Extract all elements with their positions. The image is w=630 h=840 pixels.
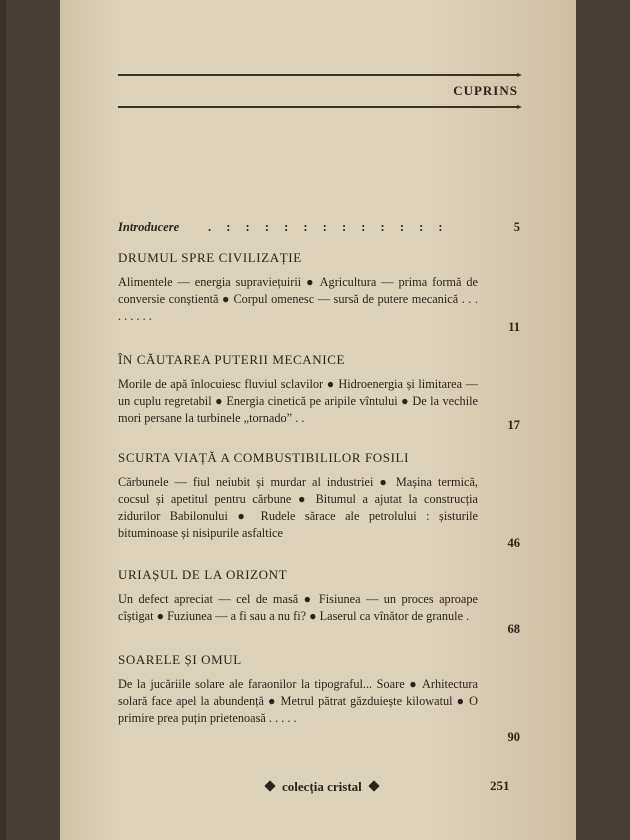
section-title: ÎN CĂUTAREA PUTERII MECANICE xyxy=(118,352,346,367)
section-page-number: 68 xyxy=(507,622,520,636)
intro-label: Introducere xyxy=(118,220,180,234)
section-summary: Morile de apă înlocuiesc fluviul sclavilor ● Hidroenergia și limitarea — un cuplu regretabil ● Energia cinetică pe aripile vîntului ● De la vechile mori persane la turbinele „tornado” . . xyxy=(118,377,478,425)
toc-entry-introducere xyxy=(118,220,520,235)
section-title: SCURTA VIAȚĂ A COMBUSTIBILILOR FOSILI xyxy=(118,450,409,465)
toc-section-2 xyxy=(118,352,520,432)
dot-leader: . : : : : : : : : : : : : xyxy=(208,220,449,234)
header-rule xyxy=(118,106,520,108)
toc-section-5 xyxy=(118,652,520,744)
book-page xyxy=(60,0,576,840)
section-summary: De la jucăriile solare ale faraonilor la tipograful... Soare ● Arhitectura solară face apel la abundență ● Metrul pătrat găzduiește kilowatul ● O primire prea puțin prietenoasă . . . . . xyxy=(118,677,478,725)
section-summary: Un defect apreciat — cel de masă ● Fisiunea — un proces aproape cîștigat ● Fuziunea — a fi sau a nu fi? ● Laserul ca vînător de granule . xyxy=(118,592,478,623)
toc-section-1 xyxy=(118,250,520,334)
top-rule xyxy=(118,74,520,76)
section-page-number: 46 xyxy=(507,536,520,550)
section-page-number: 90 xyxy=(507,730,520,744)
section-page-number: 11 xyxy=(508,320,520,334)
section-title: DRUMUL SPRE CIVILIZAȚIE xyxy=(118,250,302,265)
page-number: 251 xyxy=(490,778,510,793)
section-title: SOARELE ȘI OMUL xyxy=(118,652,242,667)
toc-section-4 xyxy=(118,567,520,636)
book-binding xyxy=(0,0,6,840)
section-page-number: 17 xyxy=(507,418,520,432)
section-title: URIAȘUL DE LA ORIZONT xyxy=(118,567,288,582)
series-footer xyxy=(258,779,386,795)
page-title: CUPRINS xyxy=(453,83,518,98)
diamond-icon xyxy=(368,780,379,791)
diamond-icon xyxy=(264,780,275,791)
toc-section-3 xyxy=(118,450,520,550)
series-name: colecția cristal xyxy=(282,779,362,794)
section-summary: Cărbunele — fiul neiubit și murdar al industriei ● Mașina termică, cocsul și apetitul pentru cărbune ● Bitumul a ajutat la construcția zidurilor Babilonului ● Rudele sărace ale petrolului : șisturile bituminoase și nisipurile asfaltice xyxy=(118,475,478,540)
intro-page-number: 5 xyxy=(513,220,520,234)
section-summary: Alimentele — energia supraviețuirii ● Agricultura — prima formă de conversie conștientă ● Corpul omenesc — sursă de putere mecanică . . . . . . . . . xyxy=(118,275,478,323)
